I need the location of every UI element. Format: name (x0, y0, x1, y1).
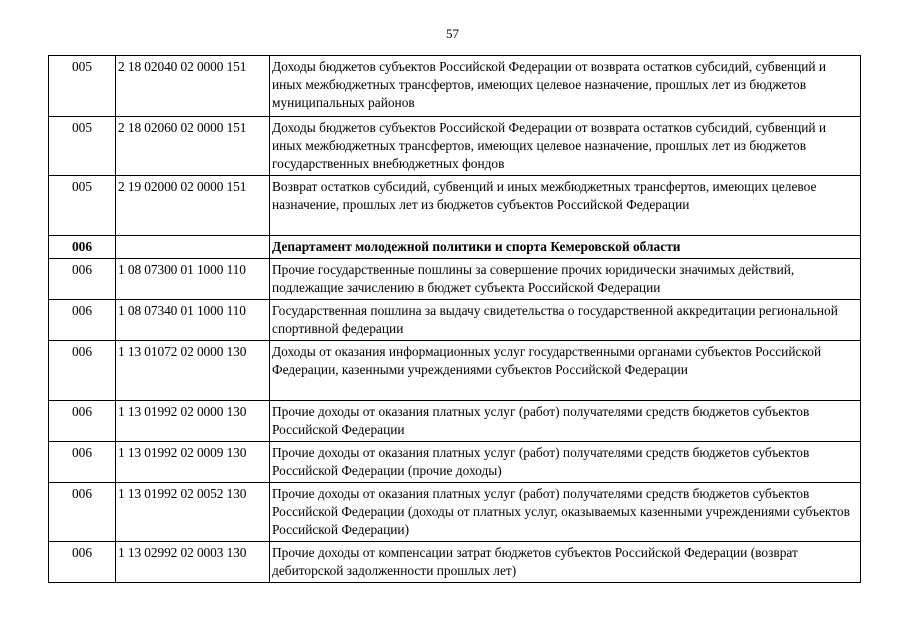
table-row (49, 259, 861, 300)
revenue-description-cell: Прочие государственные пошлины за совершение прочих юридически значимых действий, подлежащие зачислению в бюджет субъекта Российской Федерации (270, 259, 861, 300)
table-row (49, 176, 861, 236)
table-row (49, 117, 861, 176)
table-body (49, 56, 861, 583)
revenue-description-cell: Доходы от оказания информационных услуг государственными органами субъектов Российской Федерации, казенными учреждениями субъектов Российской Федерации (270, 341, 861, 401)
budget-classification-code-cell (116, 236, 270, 259)
revenue-description-cell: Прочие доходы от оказания платных услуг (работ) получателями средств бюджетов субъектов Российской Федерации (доходы от платных услуг, оказываемых казенными учреждениями субъектов Российской Федерации) (270, 483, 861, 542)
revenue-description-cell: Доходы бюджетов субъектов Российской Федерации от возврата остатков субсидий, субвенций и иных межбюджетных трансфертов, имеющих целевое назначение, прошлых лет из бюджетов муниципальных районов (270, 56, 861, 117)
admin-code-cell: 006 (49, 542, 116, 583)
budget-classification-code-cell: 1 13 01992 02 0009 130 (116, 442, 270, 483)
admin-code-cell: 005 (49, 176, 116, 236)
admin-code-cell: 006 (49, 341, 116, 401)
admin-code-cell: 006 (49, 259, 116, 300)
department-header-row (49, 236, 861, 259)
page-number: 57 (446, 26, 459, 41)
table-row (49, 56, 861, 117)
admin-code-cell: 006 (49, 442, 116, 483)
table-row (49, 442, 861, 483)
budget-classification-code-cell: 1 13 01072 02 0000 130 (116, 341, 270, 401)
admin-code-cell: 005 (49, 117, 116, 176)
budget-classification-code-cell: 2 19 02000 02 0000 151 (116, 176, 270, 236)
budget-classification-code-cell: 1 08 07340 01 1000 110 (116, 300, 270, 341)
revenue-codes-table (48, 55, 861, 583)
budget-classification-code-cell: 1 13 02992 02 0003 130 (116, 542, 270, 583)
budget-classification-code-cell: 2 18 02040 02 0000 151 (116, 56, 270, 117)
admin-code-cell: 006 (49, 401, 116, 442)
admin-code-cell: 006 (49, 300, 116, 341)
budget-classification-code-cell: 2 18 02060 02 0000 151 (116, 117, 270, 176)
table-row (49, 300, 861, 341)
admin-code-cell: 005 (49, 56, 116, 117)
revenue-description-cell: Прочие доходы от компенсации затрат бюджетов субъектов Российской Федерации (возврат дебиторской задолженности прошлых лет) (270, 542, 861, 583)
revenue-description-cell: Доходы бюджетов субъектов Российской Федерации от возврата остатков субсидий, субвенций и иных межбюджетных трансфертов, имеющих целевое назначение, прошлых лет из бюджетов государственных внебюджетных фондов (270, 117, 861, 176)
admin-code-cell: 006 (49, 483, 116, 542)
revenue-description-cell: Прочие доходы от оказания платных услуг (работ) получателями средств бюджетов субъектов Российской Федерации (прочие доходы) (270, 442, 861, 483)
table-row (49, 542, 861, 583)
table-row (49, 341, 861, 401)
revenue-description-cell: Государственная пошлина за выдачу свидетельства о государственной аккредитации региональной спортивной федерации (270, 300, 861, 341)
budget-classification-code-cell: 1 13 01992 02 0000 130 (116, 401, 270, 442)
budget-classification-code-cell: 1 13 01992 02 0052 130 (116, 483, 270, 542)
revenue-description-cell: Прочие доходы от оказания платных услуг (работ) получателями средств бюджетов субъектов Российской Федерации (270, 401, 861, 442)
revenue-description-cell: Возврат остатков субсидий, субвенций и иных межбюджетных трансфертов, имеющих целевое назначение, прошлых лет из бюджетов субъектов Российской Федерации (270, 176, 861, 236)
admin-code-cell: 006 (49, 236, 116, 259)
budget-classification-code-cell: 1 08 07300 01 1000 110 (116, 259, 270, 300)
table-row (49, 483, 861, 542)
department-name-cell: Департамент молодежной политики и спорта Кемеровской области (270, 236, 861, 259)
table-row (49, 401, 861, 442)
